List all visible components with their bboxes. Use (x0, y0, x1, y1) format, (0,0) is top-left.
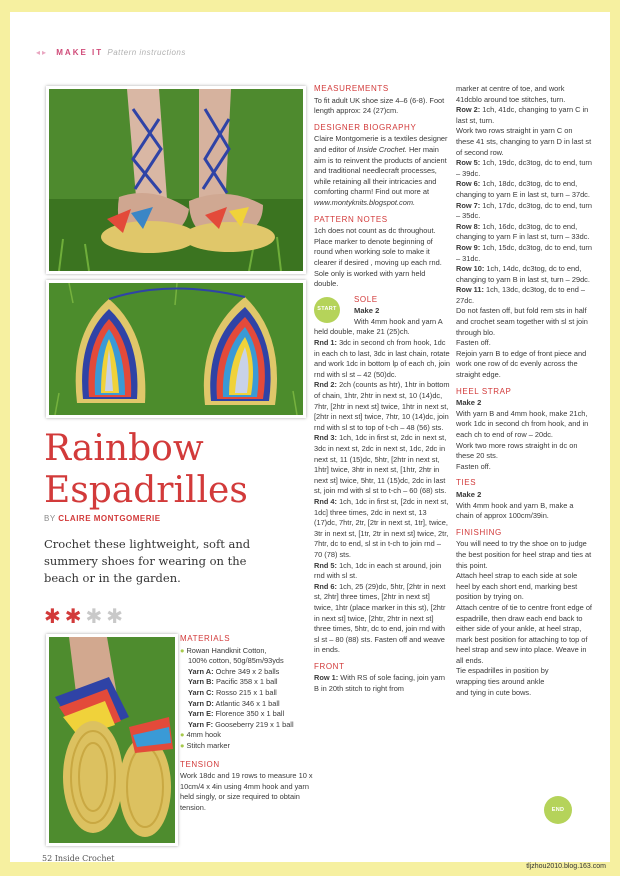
finishing-line: Attach centre of tie to centre front edge of espadrille, then draw each end back to either side of your ankle, at heel strap, mark best position for attaching to top of heel strap and sew into place. Weave in all ends. (456, 602, 592, 665)
finishing-line: Attach heel strap to each side at sole heel by each short end, marking best position by trying on. (456, 571, 578, 602)
materials-column (180, 634, 314, 814)
ties-text: With 4mm hook and yarn B, make a chain of approx 100cm/39in. (456, 500, 574, 521)
finishing-heading: FINISHING (456, 527, 502, 537)
yarn-item: Yarn A: Ochre 349 x 2 balls (188, 666, 280, 676)
yarn-item: Yarn B: Pacific 358 x 1 ball (188, 677, 278, 687)
designer-text: Claire Montgomerie is a textiles designer and editor of Inside Crochet. Her main aim is to reinvent the products of ancient and traditional needlecraft processes, while retaining all their intricacies and comforting charm! Find out more at www.montyknits.blogspot.com. (314, 134, 448, 207)
front-row: Row 9: 1ch, 15dc, dc3tog, dc to end, turn – 31dc. (456, 242, 592, 263)
materials-heading: MATERIALS (180, 634, 231, 643)
bullet-icon: ● (180, 740, 185, 750)
sole-row: Rnd 1: 3dc in second ch from hook, 1dc in each ch to last, 3dc in last chain, rotate and work 1dc in bottom lp of each ch, join rnd with sl st – 42 (50)dc. (314, 338, 450, 379)
sole-heading: SOLE (354, 294, 378, 304)
photo-feet-on-grass (46, 86, 306, 274)
source-watermark: tljzhou2010.blog.163.com (526, 863, 606, 870)
front-row: Row 11: 1ch, 13dc, dc3tog, dc to end – 27dc. (456, 285, 586, 305)
heel-line: Work two more rows straight in dc on these 20 sts. (456, 440, 578, 461)
tension-heading: TENSION (180, 759, 220, 769)
sole-make: Make 2 (354, 306, 380, 316)
front-heading: FRONT (314, 661, 345, 671)
heel-heading: HEEL STRAP (456, 386, 512, 396)
hook-item: 4mm hook (186, 730, 221, 740)
note-line: Place marker to denote beginning of round when working sole to make it clearer if desired , moving up each rnd. (314, 236, 442, 267)
bullet-icon: ● (180, 730, 185, 740)
end-badge: END (544, 796, 572, 824)
front-row: Work two rows straight in yarn C on these 41 sts, changing to yarn D in last st of second row. (456, 126, 592, 157)
middle-column (314, 84, 450, 695)
sole-row: Rnd 5: 1ch, 1dc in each st around, join rnd with sl st. (314, 560, 442, 581)
intro-text: Crochet these lightweight, soft and summery shoes for wearing on the beach or in the garden. (44, 537, 251, 585)
author-name: CLAIRE MONTGOMERIE (58, 514, 161, 523)
front-row: Row 7: 1ch, 17dc, dc3tog, dc to end, turn – 35dc. (456, 200, 592, 221)
yarn-item: Yarn D: Atlantic 346 x 1 ball (188, 698, 280, 708)
magazine-name: Inside Crochet (54, 854, 115, 863)
section-header (36, 48, 186, 57)
byline-prefix: BY (44, 514, 56, 523)
front-row: Row 10: 1ch, 14dc, dc3tog, dc to end, changing to yarn B in last st, turn – 29dc. (456, 264, 590, 284)
note-line: 1ch does not count as dc throughout. (314, 226, 436, 236)
byline (44, 514, 161, 523)
section-label: MAKE IT (56, 48, 104, 57)
yarn-item: Yarn E: Florence 350 x 1 ball (188, 709, 285, 719)
heel-make: Make 2 (456, 398, 482, 408)
note-line: Sole only is worked with yarn held double. (314, 268, 426, 289)
start-badge: START (314, 297, 340, 323)
front-row: Row 8: 1ch, 16dc, dc3tog, dc to end, changing to yarn F in last st, turn – 33dc. (456, 221, 590, 242)
sole-row: Rnd 2: 2ch (counts as htr), 1htr in bottom of chain, 1htr, 2htr in next st, 10 (14)dc, 7htr, [2htr in next st] twice, 1htr in next st, [2htr in next st] twice, 7htr, 10 (14)dc, join rnd with sl st to top of t-ch – 48 (56) sts. (314, 380, 450, 432)
front-row-1: Row 1: With RS of sole facing, join yarn B in 20th stitch to right from (314, 673, 446, 694)
title-line-1: Rainbow (44, 428, 204, 469)
front-row: Do not fasten off, but fold rem sts in half and crochet seam together with sl st join through blo. (456, 306, 588, 337)
finishing-line: You will need to try the shoe on to judge the best position for heel strap and ties at this point. (456, 539, 592, 570)
page-footer (42, 854, 114, 863)
yarn-desc: 100% cotton, 50g/85m/93yds (188, 656, 284, 666)
yarn-name: Rowan Handknit Cotton, (186, 645, 267, 655)
sole-intro: With 4mm hook and yarn A held double, make 21 (25)ch. (314, 316, 443, 337)
designer-heading: DESIGNER BIOGRAPHY (314, 122, 417, 132)
difficulty-rating (44, 604, 127, 629)
measurements-text: To fit adult UK shoe size 4–6 (6-8). Foot length approx: 24 (27)cm. (314, 95, 445, 116)
sole-row: Rnd 6: 1ch, 25 (29)dc, 5htr, [2htr in next st, 2htr] three times, [2htr in next st] twice, 1htr (place marker in this st), [2htr in next st] twice, [2htr, 2htr in next st] three times, 5htr, dc to end, join rnd with sl st – 80 (88) sts. Fasten off and weave in ends. (314, 581, 446, 655)
sole-header (314, 295, 450, 317)
page (10, 12, 610, 862)
photo-espadrille-soles (46, 634, 178, 846)
yarn-item: Yarn C: Rosso 215 x 1 ball (188, 687, 277, 697)
subsection-label: Pattern instructions (107, 48, 186, 57)
tension-text: Work 18dc and 19 rows to measure 10 x 10cm/4 x 4in using 4mm hook and yarn held singly, or size required to obtain tension. (180, 771, 313, 812)
arrow-icon: ◂▸ (36, 48, 49, 57)
bullet-icon: ● (180, 645, 185, 655)
front-row: Row 6: 1ch, 18dc, dc3tog, dc to end, changing to yarn E in last st, turn – 37dc. (456, 179, 590, 199)
article-title (44, 428, 284, 512)
yarn-item: Yarn F: Gooseberry 219 x 1 ball (188, 719, 294, 729)
sole-row: Rnd 4: 1ch, 1dc in first st, [2dc in next st, 1dc] three times, 2dc in next st, 13 (17)dc, 7htr, 2tr, [2tr in next st, 1tr], twice, 3tr in next st, [1tr, 2tr in next st] twice, 2tr, 7htr, dc to end, sl st in t-ch to join rnd – 70 (78) sts. (314, 496, 449, 559)
heel-line: Fasten off. (456, 461, 491, 471)
front-continued: marker at centre of toe, and work 41dcblo around toe stitches, turn. (456, 84, 566, 104)
difficulty-filled-icons: ✱✱ (44, 606, 86, 628)
ties-make: Make 2 (456, 489, 482, 499)
finishing-line: Tie espadrilles in position by wrapping ties around ankle and tying in cute bows. (456, 666, 549, 697)
front-row: Rejoin yarn B to edge of front piece and work one row of dc evenly across the straight edge. (456, 348, 587, 380)
difficulty-empty-icons: ✱✱ (85, 606, 128, 628)
notes-heading: PATTERN NOTES (314, 214, 388, 224)
title-line-2: Espadrilles (44, 470, 248, 511)
front-row: Row 5: 1ch, 19dc, dc3tog, dc to end, turn – 39dc. (456, 158, 592, 178)
photo-espadrilles-pair (46, 280, 306, 418)
heel-line: With yarn B and 4mm hook, make 21ch, work 1dc in second ch from hook, and in each ch to end of row – 20dc. (456, 408, 589, 439)
page-number: 52 (42, 854, 53, 863)
sole-row: Rnd 3: 1ch, 1dc in first st, 2dc in next st, 3dc in next st, 2dc in next st, 1dc, 2dc in next st, 11 (15)dc, 5htr, [2htr in next st, 1htr] twice, 3htr in next st, [1htr, 2htr in next st] twice, 5htr, 11 (15)dc, 2dc in last st, join rnd with sl st to t-ch – 60 (68) sts. (314, 433, 447, 496)
measurements-heading: MEASUREMENTS (314, 84, 389, 93)
right-column (456, 84, 592, 698)
front-row: Row 2: 1ch, 41dc, changing to yarn C in last st, turn. (456, 105, 589, 125)
marker-item: Stitch marker (186, 740, 231, 750)
front-row: Fasten off. (456, 338, 491, 348)
ties-heading: TIES (456, 478, 477, 488)
